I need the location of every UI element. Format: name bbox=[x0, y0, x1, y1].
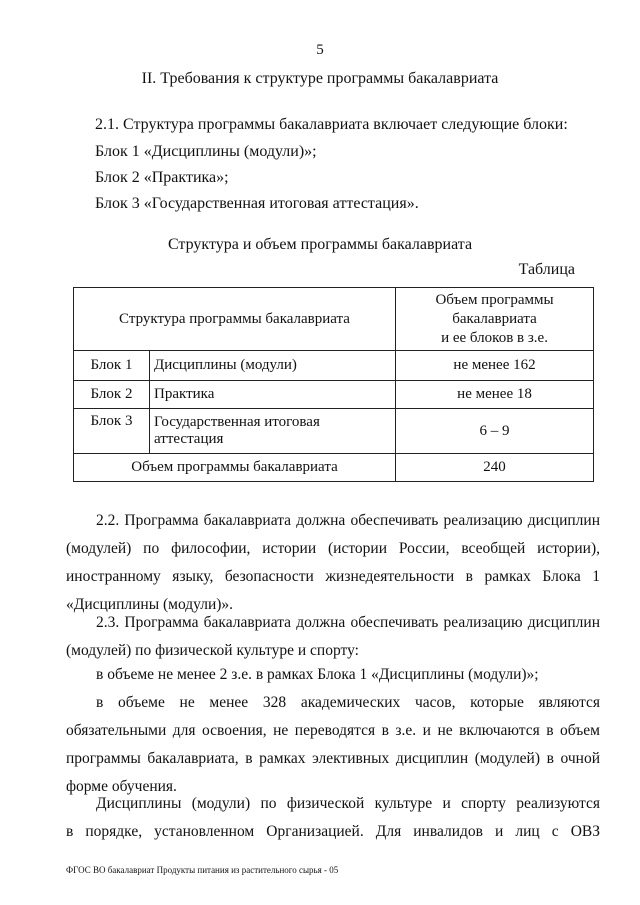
table-title: Структура и объем программы бакалавриата bbox=[167, 236, 473, 253]
block-2-item: Блок 2 «Практика»; bbox=[95, 169, 229, 186]
table-row bbox=[74, 351, 594, 381]
section-title: II. Требования к структуре программы бакалавриата bbox=[141, 70, 499, 87]
header-volume-line: бакалавриата bbox=[452, 310, 537, 327]
text-line: (модулей) по физической культуре и спорту: bbox=[66, 642, 359, 659]
block-1-item: Блок 1 «Дисциплины (модули)»; bbox=[95, 143, 317, 160]
intro-paragraph: 2.1. Структура программы бакалавриата включает следующие блоки: bbox=[95, 116, 568, 133]
header-volume bbox=[396, 288, 594, 351]
paragraph-2-3 bbox=[66, 609, 600, 665]
header-volume-line: Объем программы bbox=[435, 291, 554, 308]
table-label: Таблица bbox=[518, 261, 575, 278]
text-line: 2.2. Программа бакалавриата должна обеспечивать реализацию дисциплин bbox=[96, 512, 600, 529]
page-number: 5 bbox=[316, 42, 324, 58]
block-name-cell: Дисциплины (модули) bbox=[150, 351, 396, 381]
text-line: форме обучения. bbox=[66, 778, 177, 795]
total-value-cell: 240 bbox=[396, 454, 594, 482]
text-line: (модулей) по философии, истории (истории России, всеобщей истории), bbox=[66, 540, 600, 557]
block-value-cell: не менее 18 bbox=[396, 381, 594, 409]
table-header-row bbox=[74, 288, 594, 351]
block-name-cell: Практика bbox=[150, 381, 396, 409]
header-volume-line: и ее блоков в з.е. bbox=[441, 329, 548, 346]
text-line: обязательными для освоения, не переводятся в з.е. и не включаются в объем bbox=[66, 722, 600, 739]
paragraph-2-2 bbox=[66, 507, 600, 619]
block-3-item: Блок 3 «Государственная итоговая аттестация». bbox=[95, 195, 419, 212]
text-line: «Дисциплины (модули)». bbox=[66, 596, 234, 613]
paragraph-2-3-a bbox=[66, 661, 600, 689]
page-footer: ФГОС ВО бакалавриат Продукты питания из растительного сырья - 05 bbox=[66, 865, 339, 875]
table-total-row bbox=[74, 454, 594, 482]
header-structure: Структура программы бакалавриата bbox=[74, 288, 396, 351]
block-name-line: аттестация bbox=[154, 431, 224, 447]
block-cell: Блок 3 bbox=[74, 409, 150, 454]
text-line: в объеме не менее 2 з.е. в рамках Блока 1 «Дисциплины (модули)»; bbox=[96, 666, 539, 683]
paragraph-2-4 bbox=[66, 790, 600, 846]
block-value-cell: не менее 162 bbox=[396, 351, 594, 381]
table-row bbox=[74, 409, 594, 454]
paragraph-2-3-b bbox=[66, 689, 600, 801]
total-label-cell: Объем программы бакалавриата bbox=[74, 454, 396, 482]
text-line: в порядке, установленном Организацией. Для инвалидов и лиц с ОВЗ bbox=[66, 823, 600, 840]
block-cell: Блок 1 bbox=[74, 351, 150, 381]
text-line: 2.3. Программа бакалавриата должна обеспечивать реализацию дисциплин bbox=[96, 614, 600, 631]
text-line: Дисциплины (модули) по физической культуре и спорту реализуются bbox=[96, 795, 600, 812]
block-name-line: Государственная итоговая bbox=[154, 414, 320, 430]
text-line: программы бакалавриата, в рамках элективных дисциплин (модулей) в очной bbox=[66, 750, 600, 767]
text-line: в объеме не менее 328 академических часов, которые являются bbox=[96, 694, 600, 711]
block-name-cell bbox=[150, 409, 396, 454]
table-row bbox=[74, 381, 594, 409]
text-line: иностранному языку, безопасности жизнедеятельности в рамках Блока 1 bbox=[66, 568, 600, 585]
block-value-cell: 6 – 9 bbox=[396, 409, 594, 454]
structure-table bbox=[73, 287, 594, 482]
block-cell: Блок 2 bbox=[74, 381, 150, 409]
